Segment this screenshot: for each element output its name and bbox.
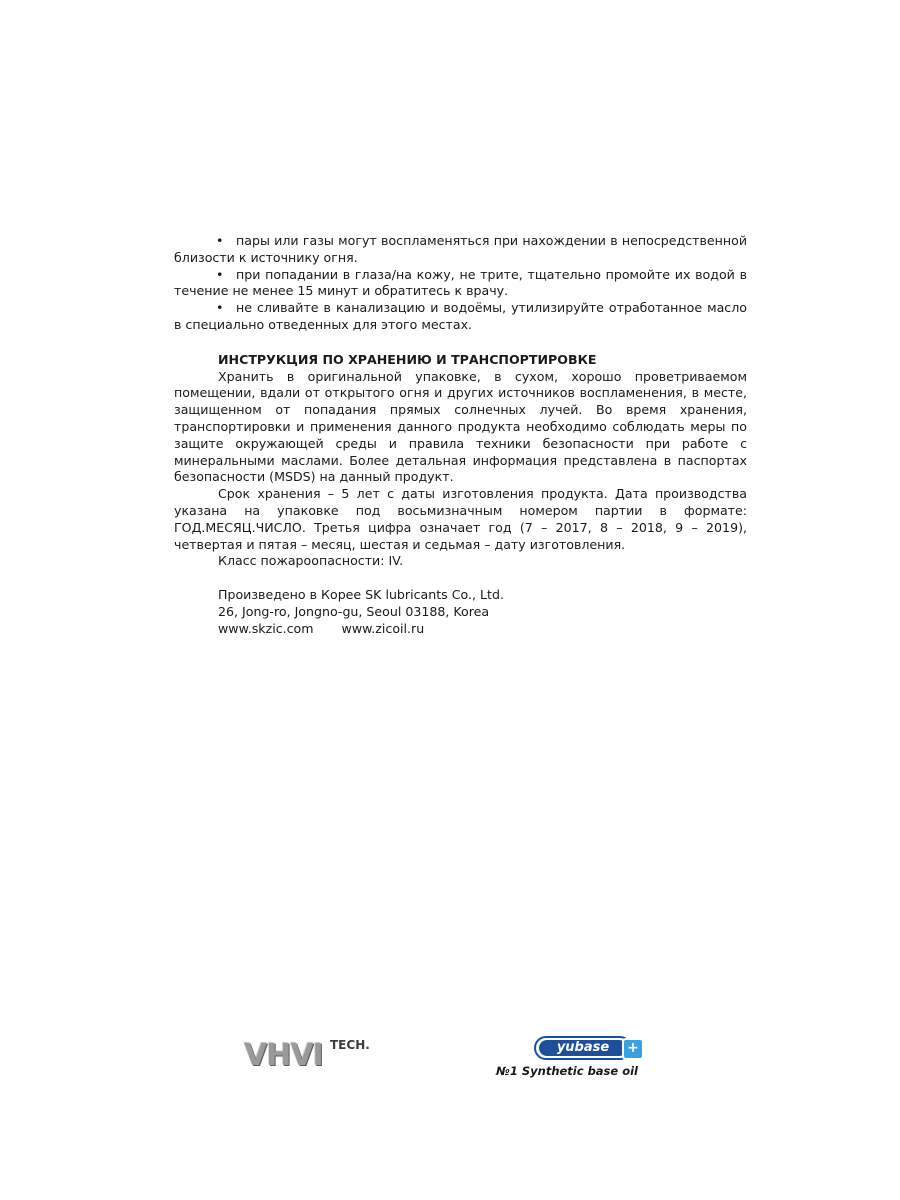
yubase-logo <box>496 1034 652 1082</box>
safety-bullet <box>174 300 747 334</box>
storage-section-title: ИНСТРУКЦИЯ ПО ХРАНЕНИЮ И ТРАНСПОРТИРОВКЕ <box>218 351 597 367</box>
yubase-logo-word: yubase <box>539 1040 627 1056</box>
website-link-zicoil[interactable]: www.zicoil.ru <box>341 620 425 636</box>
section-spacer <box>174 570 747 587</box>
bullet-text: не сливайте в канализацию и водоёмы, утилизируйте отработанное масло в специально отведенных для этого местах. <box>174 300 747 332</box>
website-link-skzic[interactable]: www.skzic.com <box>218 620 314 636</box>
yubase-tagline: №1 Synthetic base oil <box>496 1064 638 1078</box>
vhvi-logo-suffix: TECH. <box>330 1038 370 1052</box>
storage-paragraph: Хранить в оригинальной упаковке, в сухом, хорошо проветриваемом помещении, вдали от открытого огня и других источников воспламенения, в месте, защищенном от попадания прямых солнечных лучей. Во время хранения, транспортировки и применения данного продукта необходимо соблюдать меры по защите окружающей среды и правила техники безопасности при работе с минеральными маслами. Более детальная информация представлена в паспортах безопасности (MSDS) на данный продукт. <box>174 368 747 485</box>
plus-icon: + <box>622 1038 644 1060</box>
yubase-badge <box>534 1036 639 1060</box>
safety-bullet <box>174 267 747 301</box>
document-body <box>174 233 747 638</box>
vhvi-logo-word: VHVI <box>244 1038 323 1073</box>
manufacturer-websites <box>174 621 747 638</box>
manufacturer-line: Произведено в Корее SK lubricants Co., Ltd. <box>218 587 504 603</box>
bullet-text: при попадании в глаза/на кожу, не трите, тщательно промойте их водой в течение не менее 15 минут и обратитесь к врачу. <box>174 266 747 299</box>
safety-bullet <box>174 233 747 267</box>
bullet-text: пары или газы могут воспламеняться при нахождении в непосредственной близости к источнику огня. <box>174 233 747 265</box>
fire-class-line: Класс пожароопасности: IV. <box>218 553 404 569</box>
bullet-mark: • <box>216 233 224 248</box>
bullet-mark: • <box>216 300 224 316</box>
bullet-mark: • <box>216 266 224 282</box>
shelf-life-paragraph: Срок хранения – 5 лет с даты изготовления продукта. Дата производства указана на упаковке под восьмизначным номером партии в формате: ГОД.МЕСЯЦ.ЧИСЛО. Третья цифра означает год (7 – 2017, 8 – 2018, 9 – 2019), четвертая и пятая – месяц, шестая и седьмая – дату изготовления. <box>174 486 747 552</box>
vhvi-tech-logo <box>244 1038 370 1073</box>
manufacturer-address: 26, Jong-ro, Jongno-gu, Seoul 03188, Korea <box>218 603 490 619</box>
